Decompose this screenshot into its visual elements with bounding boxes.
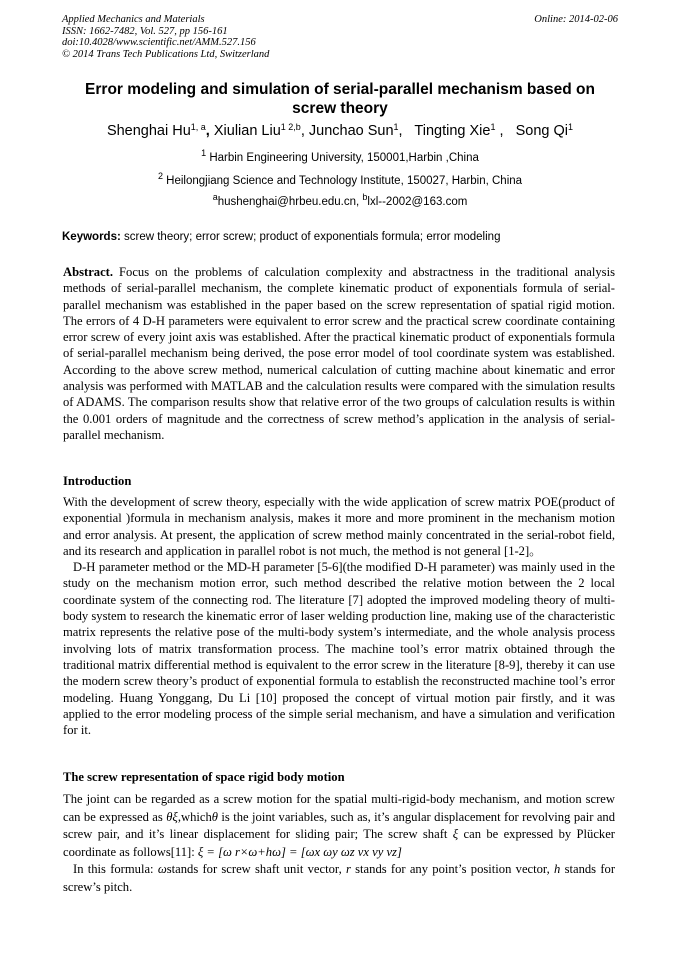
text-run: In this formula: [73, 862, 154, 876]
journal-header [62, 14, 618, 60]
screw-paragraph-1 [63, 791, 615, 861]
email-line [40, 192, 640, 209]
abstract-label: Abstract. [63, 265, 114, 279]
online-date: Online: 2014-02-06 [534, 14, 618, 25]
email-sup: a [212, 192, 218, 202]
journal-name: Applied Mechanics and Materials [62, 14, 205, 25]
author-sup: 1, a [190, 122, 206, 132]
introduction-body [63, 494, 615, 738]
keywords-text: screw theory; error screw; product of exponentials formula; error modeling [124, 231, 501, 243]
affiliation-text: Heilongjiang Science and Technology Institute, 150027, Harbin, China [166, 175, 523, 187]
math-symbol: θξ [166, 809, 178, 824]
affiliation-2 [40, 171, 640, 188]
author-sup: 1 2,b [280, 122, 301, 132]
author-name: Song Qi [515, 123, 569, 139]
text-run: stands for screw shaft unit vector, [166, 862, 342, 876]
author-sup: 1 [568, 122, 574, 132]
abstract-text: Focus on the problems of calculation complexity and abstractness in the traditional analysis methods of serial-parallel mechanism, the complete kinematic product of exponentials formula of serial-parallel mechanism was established in the paper based on the screw representation of spatial rigid motion. The errors of 4 D-H parameters were equivalent to error screw and the practical screw coordinate containing error screw of every joint axis was established. After the practical kinematic product of exponentials formula of serial-parallel mechanism being derived, the pose error model of tool coordinate system was established. According to the above screw method, numerical calculation of cutting machine about kinematic and error analysis was performed with MATLAB and the calculation results were compared with the simulation results of ADAMS. The comparison results show that relative error of the two groups of calculation results is within the 0.001 orders of magnitude and the correctness of screw method’s application in the analysis of serial-parallel mechanism. [63, 265, 615, 442]
copyright-line: © 2014 Trans Tech Publications Ltd, Switzerland [62, 48, 270, 60]
math-symbol: h [554, 862, 561, 876]
email-sup: b [362, 192, 368, 202]
issn-line: ISSN: 1662-7482, Vol. 527, pp 156-161 [62, 25, 228, 37]
text-run: stands for any point’s position vector, [355, 862, 550, 876]
section-heading-screw: The screw representation of space rigid body motion [63, 770, 345, 784]
paper-title: Error modeling and simulation of serial-parallel mechanism based on screw theory [85, 81, 595, 117]
abstract [63, 264, 615, 443]
math-symbol: θ [211, 809, 218, 824]
text-run: ,which [177, 809, 212, 824]
affiliation-1 [40, 148, 640, 165]
text-run: The joint can be regarded as a screw motion for the spatial multi-rigid-body mechanism, and motion screw can be expressed as [63, 792, 615, 824]
math-symbol: ω [157, 862, 167, 876]
affiliation-sup: 1 [201, 148, 207, 158]
doi-line: doi:10.4028/www.scientific.net/AMM.527.156 [62, 37, 256, 48]
email-b: lxl--2002@163.com [367, 196, 468, 208]
section-heading-introduction: Introduction [63, 474, 132, 488]
author-sup: 1 [490, 122, 496, 132]
affiliation-text: Harbin Engineering University, 150001,Harbin ,China [209, 152, 479, 164]
text-run: stands for screw’s pitch. [63, 862, 616, 894]
author-name: Shenghai Hu [106, 123, 191, 139]
intro-paragraph-1: With the development of screw theory, especially with the wide application of screw matrix POE(product of exponential )formula in mechanism analysis, makes it more and more prominent in the mechanism motion and error analysis. At present, the application of screw method mainly concentrated in the serial-robot field, and its research and application in parallel robot is not much, the method is not general [1-2]。 [63, 495, 615, 558]
author-name: Tingting Xie [414, 123, 491, 139]
text-run: is the joint variables, such as, it’s angular displacement for revolving pair and screw pair, and it’s linear displacement for sliding pair; The screw shaft [63, 809, 616, 841]
plucker-equation: ξ = [ω r×ω+hω] = [ωx ωy ωz vx vy vz] [197, 844, 402, 859]
author-sup: 1 [393, 122, 399, 132]
author-name: Xiulian Liu [213, 123, 281, 139]
keywords-label: Keywords: [62, 231, 121, 243]
text-run: can be expressed by Plücker coordinate as follows[11]: [63, 827, 615, 859]
screw-body [63, 791, 615, 896]
intro-paragraph-2: D-H parameter method or the MD-H parameter [5-6](the modified D-H parameter) was mainly used in the study on the mechanism motion error, such method described the relative motion between the 2 local coordinate system of the connecting rod. The literature [7] adopted the improved modeling theory of multi-body system to research the kinematic error of laser welding production line, making use of the characteristic matrix represents the relative pose of the multi-body system’s intermediate, and the whole analysis process involving lots of matrix transformation process. The machine tool’s error matrix obtained through the traditional matrix differential method is equivalent to the error screw in the literature [8-9], thereby it can use the modern screw theory’s product of exponential formula to establish the reconstructed machine tool’s error modeling. Huang Yonggang, Du Li [10] proposed the concept of virtual motion pair firstly, and it was applied to the error modeling process of the simple serial mechanism, and have a simulation and verification for it. [63, 560, 615, 738]
screw-paragraph-2 [63, 861, 615, 896]
math-symbol: ξ [452, 827, 459, 841]
affiliation-sup: 2 [157, 171, 163, 181]
keywords [62, 230, 618, 244]
author-list: Shenghai Hu$^{1, a}$, Xiulian Liu$^{1 2,b}$, Junchao Sun$^1$, Tingting Xie$^1$ , Song Qi$^1$ [106, 122, 574, 139]
author-name: Junchao Sun [308, 123, 394, 139]
math-symbol: r [345, 862, 351, 876]
email-a: hushenghai@hrbeu.edu.cn, [217, 196, 360, 208]
